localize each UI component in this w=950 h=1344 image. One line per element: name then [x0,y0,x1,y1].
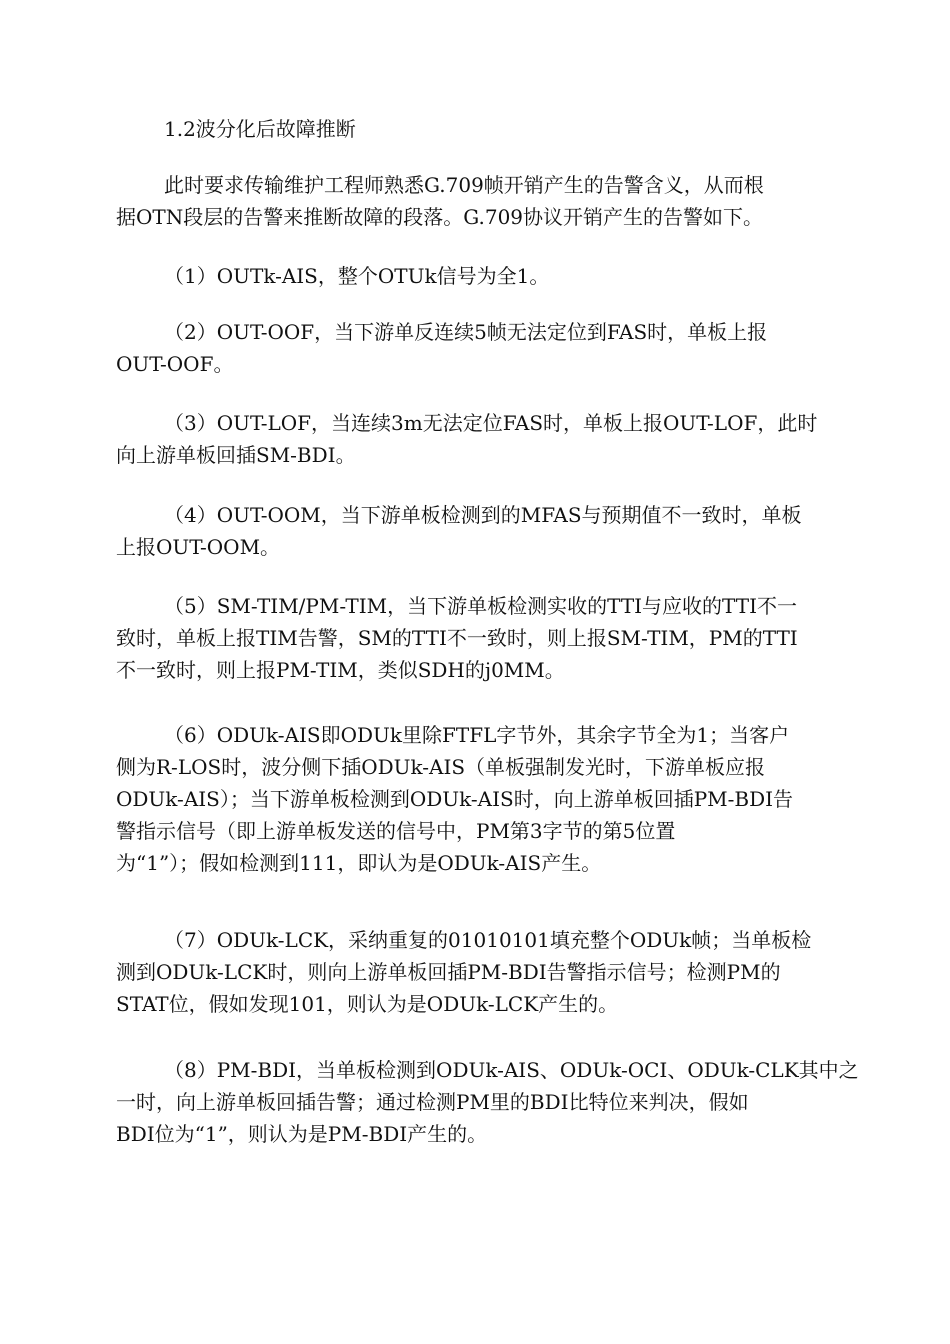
alarm-item-1 [116,260,834,292]
alarm-item-4 [116,499,834,563]
item-line: （5）SM-TIM/PM-TIM，当下游单板检测实收的TTI与应收的TTI不一 [164,594,798,618]
item-line: 一时，向上游单板回插告警；通过检测PM里的BDI比特位来判决，假如 [116,1090,749,1114]
alarm-item-3 [116,407,834,471]
alarm-item-8 [116,1054,859,1150]
item-line: STAT位，假如发现101，则认为是ODUk-LCK产生的。 [116,992,619,1016]
alarm-item-2 [116,316,834,380]
alarm-item-7 [116,924,834,1020]
item-line: 向上游单板回插SM-BDI。 [116,443,356,467]
alarm-item-5 [116,590,834,686]
section-heading [116,113,834,145]
item-line: 测到ODUk-LCK时，则向上游单板回插PM-BDI告警指示信号；检测PM的 [116,960,781,984]
item-line: （1）OUTk-AIS，整个OTUk信号为全1。 [164,264,550,288]
item-line: （6）ODUk-AIS即ODUk里除FTFL字节外，其余字节全为1；当客户 [164,723,790,747]
item-line: 警指示信号（即上游单板发送的信号中，PM第3字节的第5位置 [116,819,676,843]
item-line: 侧为R-LOS时，波分侧下插ODUk-AIS（单板强制发光时，下游单板应报 [116,755,766,779]
intro-line: 此时要求传输维护工程师熟悉G.709帧开销产生的告警含义，从而根 [164,173,764,197]
item-line: 不一致时，则上报PM-TIM，类似SDH的j0MM。 [116,658,565,682]
item-line: （7）ODUk-LCK，采纳重复的01010101填充整个ODUk帧；当单板检 [164,928,812,952]
item-line: （2）OUT-OOF，当下游单反连续5帧无法定位到FAS时，单板上报 [164,320,768,344]
item-line: 为“1”）；假如检测到111，即认为是ODUk-AIS产生。 [116,851,602,875]
intro-paragraph [116,169,834,233]
item-line: OUT-OOF。 [116,352,234,376]
item-line: ODUk-AIS）；当下游单板检测到ODUk-AIS时，向上游单板回插PM-BDI告 [116,787,794,811]
item-line: 致时，单板上报TIM告警，SM的TTI不一致时，则上报SM-TIM，PM的TTI [116,626,798,650]
item-line: 上报OUT-OOM。 [116,535,281,559]
item-line: （3）OUT-LOF，当连续3m无法定位FAS时，单板上报OUT-LOF，此时 [164,411,818,435]
item-line: （8）PM-BDI，当单板检测到ODUk-AIS、ODUk-OCI、ODUk-CLK其中之 [164,1058,859,1082]
intro-line: 据OTN段层的告警来推断故障的段落。G.709协议开销产生的告警如下。 [116,205,764,229]
heading-text: 1.2波分化后故障推断 [164,117,356,141]
item-line: （4）OUT-OOM，当下游单板检测到的MFAS与预期值不一致时，单板 [164,503,802,527]
alarm-item-6 [116,719,834,879]
item-line: BDI位为“1”，则认为是PM-BDI产生的。 [116,1122,488,1146]
